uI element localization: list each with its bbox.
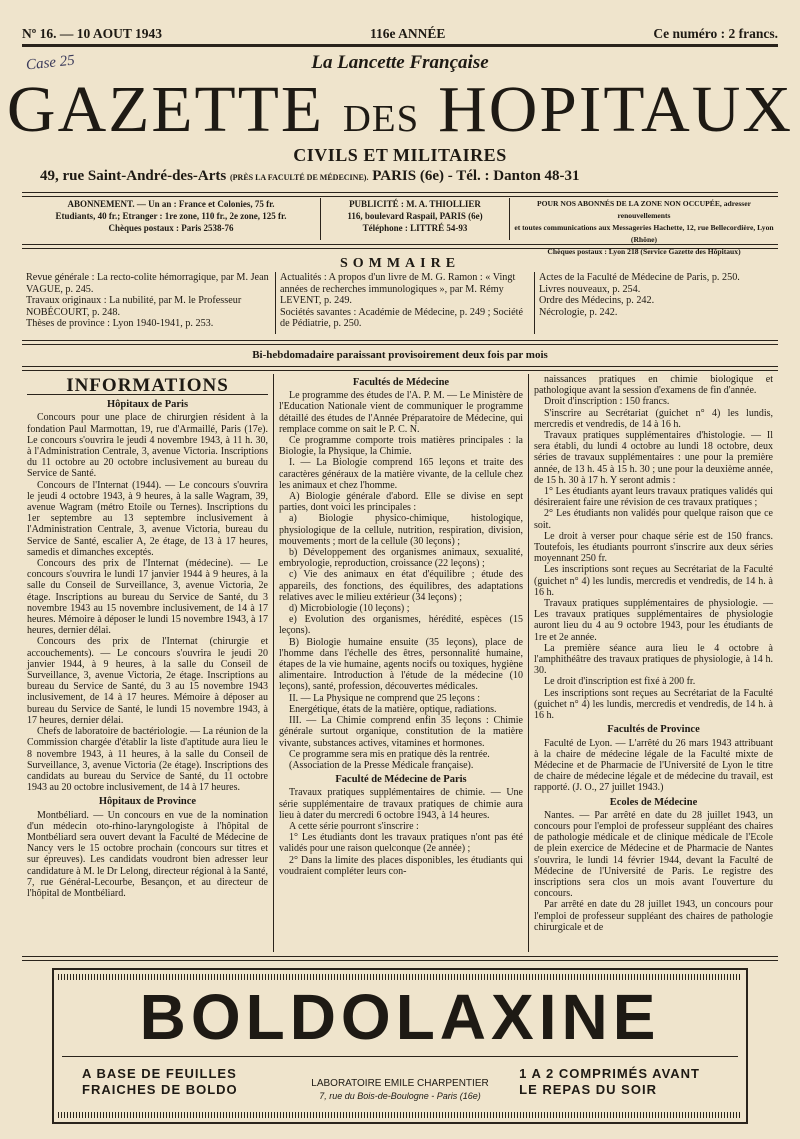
article-paragraph: B) Biologie humaine ensuite (35 leçons), place de l'homme dans l'échelle des êtres, personnalité humaine, étapes de la vie humaine, agents nocifs ou toxiques, hygiène alimentaire. Introduction à l'étude de la médecine (10 leçons), santé, profession, découvertes médicales. [279,636,523,693]
subtitle: La Lancette Française [311,52,489,73]
article-paragraph: Ce programme comporte trois matières principales : la Biologie, la Physique, la Chimie. [279,435,523,458]
section-heading: Facultés de Médecine [352,377,450,388]
sommaire-entry: Actualités : A propos d'un livre de M. G. Ramon : « Vingt années de recherches immunologiques », par M. Rémy LEVENT, p. 249. [280,272,516,306]
city-phone: PARIS (6e) - Tél. : Danton 48-31 [372,168,580,184]
sommaire-title: SOMMAIRE [339,256,461,271]
issue-line [22,22,778,42]
article-columns [22,374,778,952]
section-heading: Faculté de Médecine de Paris [335,774,467,786]
article-paragraph: 1° Les étudiants ayant leurs travaux pratiques validés qui désireraient faire une révision de ces travaux pratiques ; [534,486,773,509]
bihebdo-line: Bi-hebdomadaire paraissant provisoirement deux fois par mois [252,349,548,361]
masthead-hopitaux: HOPITAUX [438,73,794,146]
article-paragraph: Travaux pratiques supplémentaires d'histologie. — Il sera établi, du lundi 4 octobre au lundi 18 octobre, deux séries de travaux supplémentaires : une pour la première année, de 13 h. 45 à 15 h. 30 ; une pour la deuxième année, de 15 h. 30 à 17 h. Y seront admis : [534,430,773,486]
sommaire-entry: Nécrologie, p. 242. [539,306,618,318]
ad-right-line: LE REPAS DU SOIR [519,1082,657,1097]
address-note: (PRÈS LA FACULTÉ DE MÉDECINE). [229,173,369,182]
article-paragraph: Nantes. — Par arrêté en date du 28 juillet 1943, un concours pour l'emploi de professeur suppléant des chaires de pathologie médicale et de clinique médicale de l'Ecole de plein exercice de Médecine et de Pharmacie de Nantes s'ouvrira, le lundi 14 février 1944, devant la Faculté de Médecine de l'Université de Paris. Le registre des inscriptions sera clos un mois avant l'ouverture du concours. [534,809,773,900]
article-paragraph: (Association de la Presse Médicale française). [289,759,474,771]
section-heading: Facultés de Province [607,724,700,736]
ad-fringe-bottom [58,1112,742,1118]
article-column-1 [22,374,274,952]
subscription-block [22,198,778,256]
article-paragraph: 2° Les étudiants non validés pour quelque raison que ce soit. [534,508,773,531]
article-paragraph: Travaux pratiques supplémentaires de physiologie. — Les travaux pratiques supplémentaires de physiologie auront lieu du 4 au 9 octobre 1943, pour les étudiants de 1re et 2e année. [534,598,773,643]
article-column-2 [274,374,529,952]
article-paragraph: A) Biologie générale d'abord. Elle se divise en sept parties, dont voici les principales : [279,491,523,514]
abonnement-line: ABONNEMENT. — Un an : France et Colonies, 75 fr. [67,199,275,209]
ad-rule [22,956,778,961]
article-paragraph: III. — La Chimie comprend enfin 35 leçons : Chimie générale surtout organique, constitution de la matière vivante, substances actives, vitamines et hormones. [279,715,523,749]
article-paragraph: Le programme des études de l'A. P. M. — Le Ministère de l'Education Nationale vient de communiquer le programme détaillé des études de l'Année Préparatoire de Médecine, qui remplace comme on sait le P. C. N. [279,390,523,435]
article-paragraph: II. — La Physique ne comprend que 25 leçons : [289,692,481,704]
bihebdo-rule-bottom [22,366,778,371]
issue-number: Nº 16. — 10 AOUT 1943 [22,26,162,41]
zone-line: Chèques postaux : Lyon 218 (Service Gazette des Hôpitaux) [547,247,741,256]
article-paragraph: d) Microbiologie (10 leçons) ; [289,603,410,615]
publicite-line: Téléphone : LITTRÉ 54-93 [362,223,468,233]
sommaire-col-1 [22,272,276,334]
masthead-gazette: GAZETTE [6,73,325,146]
section-heading: Ecoles de Médecine [609,796,698,808]
address-line [40,168,778,185]
article-paragraph: Les inscriptions sont reçues au Secrétariat de la Faculté (guichet n° 4) les lundis, mercredis et vendredis, de 14 h. à 16 h. [534,687,773,722]
sommaire-rule [22,244,778,249]
publicite-box [321,198,510,240]
article-paragraph: Concours de l'Internat (1944). — Le concours s'ouvrira le jeudi 4 octobre 1943, à 9 heures, à la salle Wagram, 39, avenue Wagram (métro Etoile ou Ternes). Inscriptions du 1er septembre au 13 septembre inclusivement à l'Administration Centrale, 3, avenue Victoria, bureau du Service de Santé, escalier A, 2e étage, de 13 à 17 heures, samedis et dimanches exceptés. [27,479,268,558]
article-paragraph: naissances pratiques en chimie biologique et pathologique avant la session d'examens de fin d'année. [534,374,773,397]
article-paragraph: Montbéliard. — Un concours en vue de la nomination d'un médecin oto-rhino-laryngologiste à l'hôpital de Montbéliard sera ouvert devant la Faculté de Médecine de Nancy vers le 15 octobre prochain (concours sur titres et sur épreuves). Les candidats voudront bien adresser leur candidature à M. le Dr Lelong, directeur régional à la Santé, 7, rue Général-Lecourbe, Besançon, et au directeur de l'hôpital de Montbéliard. [27,809,268,899]
zone-line: POUR NOS ABONNÉS DE LA ZONE NON OCCUPÉE, adresser renouvellements [537,199,751,220]
sommaire-block [22,272,778,334]
sommaire-entry: Thèses de province : Lyon 1940-1941, p. 253. [26,318,214,329]
sommaire-entry: Travaux originaux : La nubilité, par M. le Professeur NOBÉCOURT, p. 248. [26,295,242,318]
article-paragraph: c) Vie des animaux en état d'équilibre ; étude des appareils, des fonctions, des équilibres, des adaptations relatives avec le milieu extérieur (34 leçons) ; [279,569,523,603]
handwritten-note: Case 25 [25,52,76,74]
sommaire-entry: Livres nouveaux, p. 254. [539,283,641,295]
informations-heading: INFORMATIONS [27,380,268,395]
article-paragraph: 2° Dans la limite des places disponibles, les étudiants qui voudraient compléter leurs con- [279,854,523,877]
zone-line: et toutes communications aux Messageries Hachette, 12, rue Bellecordière, Lyon (Rhône) [514,223,774,244]
sommaire-entry: Sociétés savantes : Académie de Médecine, p. 249 ; Société de Pédiatrie, p. 250. [280,306,524,329]
article-paragraph: 1° Les étudiants dont les travaux pratiques n'ont pas été validés pour une raison quelconque (2e année) ; [279,832,523,855]
ad-right-text [519,1066,700,1098]
ad-right-line: 1 A 2 COMPRIMÉS AVANT [519,1066,700,1081]
masthead-civils: CIVILS ET MILITAIRES [293,145,507,165]
price-label: Ce numéro : 2 francs. [653,26,778,41]
article-paragraph: Par arrêté en date du 28 juillet 1943, un concours pour l'emploi de professeur suppléant des chaires de pathologie chirurgicale et de [534,899,773,933]
article-paragraph: Ce programme sera mis en pratique dès la rentrée. [289,748,490,760]
year-label: 116e ANNÉE [369,26,446,41]
masthead-des: DES [342,98,420,140]
article-paragraph: Concours pour une place de chirurgien résident à la fondation Paul Marmottan, 19, rue d'Armaillé, Paris (17e). Le concours s'ouvrira le jeudi 4 novembre 1943, à 11 h. 30, à l'Administration Centrale, 3, avenue Victoria. Inscriptions du 11 octobre au 20 octobre inclusivement au bureau du Service de Santé. [27,412,268,480]
sommaire-entry: Actes de la Faculté de Médecine de Paris, p. 250. [539,272,740,283]
article-paragraph: Travaux pratiques supplémentaires de chimie. — Une série supplémentaire de travaux pratiques de chimie aura lieu à dater du mercredi 6 octobre 1943, à 14 heures. [279,787,523,821]
article-paragraph: Le droit à verser pour chaque série est de 150 francs. Toutefois, les étudiants pourront s'inscrire aux deux séries moyennant 250 fr. [534,530,773,565]
article-paragraph: Faculté de Lyon. — L'arrêté du 26 mars 1943 attribuant à la chaire de médecine légale de la Faculté mixte de Médecine et de Pharmacie de l'Université de Lyon le titre de chaire de médecine légale et de médecine du travail, est rapporté. (J. O., 27 juillet 1943.) [534,737,773,794]
article-paragraph: A cette série pourront s'inscrire : [289,820,419,832]
ad-left-line: FRAICHES DE BOLDO [82,1082,238,1097]
article-paragraph: I. — La Biologie comprend 165 leçons et traite des caractères généraux de la matière vivante, de la cellule chez les animaux et chez l'homme. [279,457,523,491]
article-paragraph: b) Développement des organismes animaux, sexualité, embryologie, reproduction, croissance (22 leçons) ; [279,547,523,570]
boldolaxine-advertisement [52,968,748,1124]
sommaire-entry: Revue générale : La recto-colite hémorragique, par M. Jean VAGUE, p. 245. [26,272,269,295]
ad-lab-name: LABORATOIRE EMILE CHARPENTIER [311,1078,489,1089]
sommaire-entry: Ordre des Médecins, p. 242. [539,295,655,306]
publicite-line: PUBLICITÉ : M. A. THIOLLIER [349,199,481,209]
ad-left-line: A BASE DE FEUILLES [82,1066,237,1081]
article-column-3 [529,374,778,952]
article-paragraph: Concours des prix de l'Internat (médecine). — Le concours s'ouvrira le lundi 17 janvier 1944 à 9 heures, à la salle du Conseil de Surveillance, 3, avenue Victoria, 2e étage. Inscriptions au bureau du Service de Santé, du 3 novembre 1943 au 15 novembre inclusivement, de 14 à 17 heures. Mémoire à déposer le lundi 15 novembre 1943, à 17 heures, dernier délai. [27,558,268,637]
street-address: 49, rue Saint-André-des-Arts [40,168,227,184]
article-paragraph: Energétique, états de la matière, optique, radiations. [289,703,497,715]
article-paragraph: La première séance aura lieu le 4 octobre à l'amphithéâtre des travaux pratiques de physiologie, à 14 h. 30. [534,642,773,677]
section-heading: Hôpitaux de Paris [106,399,189,411]
article-paragraph: Chefs de laboratoire de bactériologie. — La réunion de la Commission chargée d'établir la liste d'aptitude aura lieu le 8 novembre 1943, à 11 heures, à la salle du Conseil de Surveillance, 3, avenue Victoria (2e étage). Inscriptions des candidats au bureau du Service de Santé, du 11 octobre 1943 au 20 octobre inclusivement, de 14 à 17 heures. [27,726,268,794]
article-paragraph: Droit d'inscription : 150 francs. [544,396,670,408]
ad-lab-address: 7, rue du Bois-de-Boulogne - Paris (16e) [319,1091,481,1101]
sommaire-col-2 [276,272,535,334]
ad-fringe-top [58,974,742,980]
ad-divider [62,1056,738,1057]
article-paragraph: a) Biologie physico-chimique, histologique, physiologique de la cellule, nutrition, respiration, division, mouvements ; mort de la cellule (30 leçons) ; [279,513,523,547]
abonnement-line: Etudiants, 40 fr.; Etranger : 1re zone, 110 fr., 2e zone, 125 fr. [55,211,287,221]
abonnement-line: Chèques postaux : Paris 2538-76 [108,223,234,233]
zone-box [510,198,778,256]
article-paragraph: S'inscrire au Secrétariat (guichet n° 4) les lundis, mercredis et vendredis, de 14 à 16 h. [534,407,773,430]
ad-brand: BOLDOLAXINE [139,981,661,1053]
publicite-line: 116, boulevard Raspail, PARIS (6e) [347,211,483,221]
article-paragraph: e) Evolution des organismes, hérédité, espèces (15 leçons). [279,614,523,637]
sommaire-col-3 [535,272,778,334]
section-heading: Hôpitaux de Province [98,796,197,808]
article-paragraph: Les inscriptions sont reçues au Secrétariat de la Faculté (guichet n° 4) les lundis, mercredis et vendredis, de 14 h. à 16 h. [534,564,773,598]
article-paragraph: Concours des prix de l'Internat (chirurgie et accouchements). — Le concours s'ouvrira le jeudi 20 janvier 1944, à 9 heures, à la salle du Conseil de Surveillance, 3, avenue Victoria, 2e étage. Inscriptions au bureau du Service de Santé, du 3 au 15 novembre 1943 inclusivement, de 14 à 17 heures. Mémoire à déposer au bureau du Service de Santé, le lundi 15 novembre 1943, à 17 heures, dernier délai. [27,636,268,726]
abonnement-box [22,198,321,240]
bihebdo-rule-top [22,340,778,345]
article-paragraph: Le droit d'inscription est fixé à 200 fr. [544,676,696,688]
header-rule [22,192,778,197]
top-rule [22,44,778,47]
